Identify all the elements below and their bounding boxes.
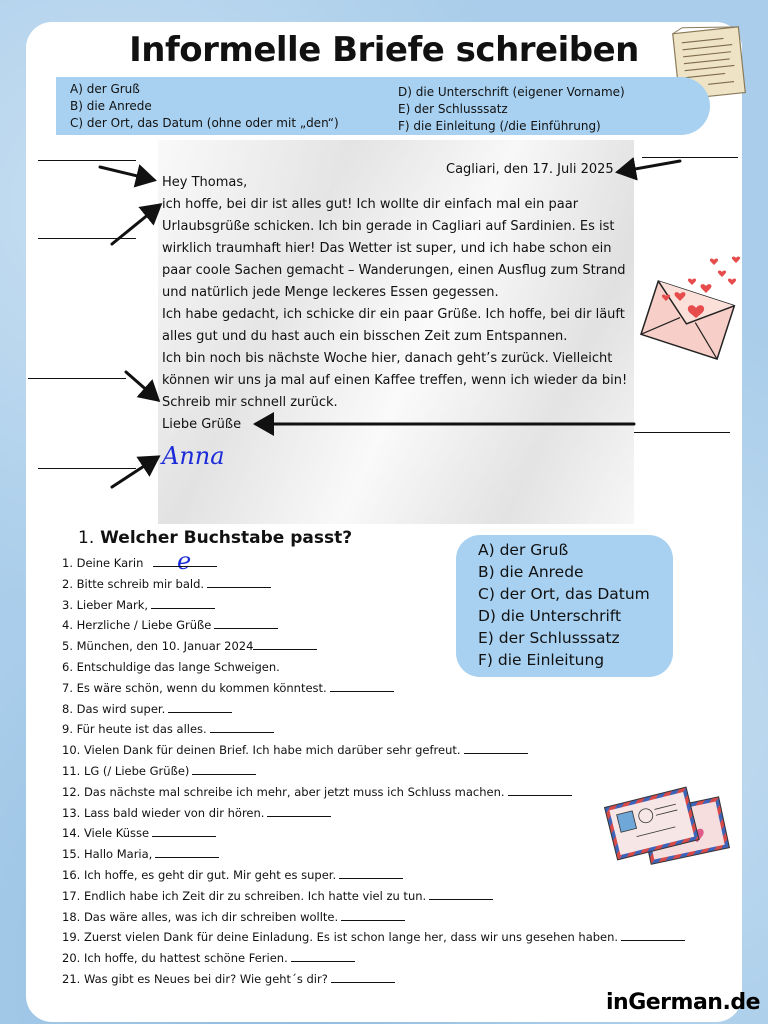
- answer-blank[interactable]: [291, 949, 355, 962]
- letter-date: Cagliari, den 17. Juli 2025: [446, 162, 614, 177]
- answer-blank[interactable]: [210, 720, 274, 733]
- legend-item: E) der Schlusssatz: [398, 102, 508, 116]
- exercise-item-text: 9. Für heute ist das alles.: [62, 722, 207, 737]
- answer-blank[interactable]: [151, 596, 215, 609]
- exercise-item-text: 12. Das nächste mal schreibe ich mehr, aber jetzt muss ich Schluss machen.: [62, 784, 505, 799]
- exercise-item-text: 5. München, den 10. Januar 2024: [62, 639, 254, 654]
- answer-blank[interactable]: [330, 679, 394, 692]
- arrow-to-greeting: [100, 167, 154, 180]
- exercise-item-text: 21. Was gibt es Neues bei dir? Wie geht´s dir?: [62, 971, 328, 986]
- legend-item: F) die Einleitung (/die Einführung): [398, 119, 601, 133]
- answer-blank[interactable]: [508, 783, 572, 796]
- exercise-item-text: 6. Entschuldige das lange Schweigen.: [62, 659, 280, 674]
- example-answer: e: [177, 547, 192, 575]
- exercise-item: [62, 886, 685, 907]
- exercise-heading-text: Welcher Buchstabe passt?: [100, 528, 353, 548]
- answer-blank[interactable]: [207, 575, 271, 588]
- exercise-item-text: 7. Es wäre schön, wenn du kommen könntest.: [62, 680, 327, 695]
- exercise-item-text: 19. Zuerst vielen Dank für deine Einladung. Es ist schon lange her, dass wir uns gesehen haben.: [62, 930, 619, 945]
- arrow-to-closing: [126, 372, 158, 400]
- answer-key-item: D) die Unterschrift: [478, 607, 622, 625]
- exercise-item-text: 20. Ich hoffe, du hattest schöne Ferien.: [62, 951, 288, 966]
- exercise-item-text: 13. Lass bald wieder von dir hören.: [62, 805, 265, 820]
- exercise-item: [62, 948, 685, 969]
- answer-blank[interactable]: [168, 700, 232, 713]
- exercise-item-text: 3. Lieber Mark,: [62, 597, 149, 612]
- exercise-item: [62, 761, 685, 782]
- exercise-heading-number: 1.: [78, 528, 95, 548]
- answer-key-item: F) die Einleitung: [478, 651, 605, 669]
- page-title: Informelle Briefe schreiben: [129, 30, 639, 70]
- arrow-to-date: [618, 161, 680, 172]
- letter-line: und natürlich jede Menge leckeres Essen gegessen.: [162, 285, 499, 300]
- letter-line: Liebe Grüße: [162, 417, 242, 432]
- exercise-item-text: 16. Ich hoffe, es geht dir gut. Mir geht es super.: [62, 867, 337, 882]
- exercise-item: [62, 907, 685, 928]
- letter-signature: Anna: [162, 442, 225, 470]
- exercise-item-text: 1. Deine Karin: [62, 556, 144, 570]
- legend-item: A) der Gruß: [70, 82, 140, 96]
- letter-line: Hey Thomas,: [162, 175, 248, 190]
- answer-blank[interactable]: [267, 804, 331, 817]
- love-envelope-icon: [636, 250, 752, 366]
- answer-key-item: A) der Gruß: [478, 541, 569, 559]
- answer-key-item: C) der Ort, das Datum: [478, 585, 650, 603]
- exercise-item: [62, 719, 685, 740]
- answer-blank[interactable]: [153, 554, 217, 567]
- letter-line: Ich habe gedacht, ich schicke dir ein paar Grüße. Ich hoffe, bei dir läuft: [162, 307, 625, 322]
- letter-line: können wir uns ja mal auf einen Kaffee treffen, wenn ich wieder da bin!: [162, 373, 628, 388]
- exercise-item-text: 14. Viele Küsse: [62, 826, 150, 841]
- letter-line: ich hoffe, bei dir ist alles gut! Ich wollte dir einfach mal ein paar: [162, 197, 579, 212]
- exercise-item-text: 2. Bitte schreib mir bald.: [62, 576, 205, 591]
- letter-line: Ich bin noch bis nächste Woche hier, danach geht’s zurück. Vielleicht: [162, 351, 613, 366]
- exercise-item: [62, 782, 685, 803]
- answer-blank[interactable]: [152, 824, 216, 837]
- airmail-envelopes-icon: [604, 780, 732, 876]
- exercise-item-text: 15. Hallo Maria,: [62, 847, 153, 862]
- exercise-item-text: 18. Das wäre alles, was ich dir schreiben wollte.: [62, 909, 339, 924]
- arrow-to-intro: [112, 205, 160, 244]
- answer-blank[interactable]: [464, 741, 528, 754]
- letter-line: Schreib mir schnell zurück.: [162, 395, 338, 410]
- legend-item: D) die Unterschrift (eigener Vorname): [398, 85, 625, 99]
- exercise-item-text: 10. Vielen Dank für deinen Brief. Ich habe mich darüber sehr gefreut.: [62, 743, 461, 758]
- exercise-item: [62, 740, 685, 761]
- answer-blank[interactable]: [341, 908, 405, 921]
- exercise-item: [62, 823, 685, 844]
- arrow-to-signature: [112, 457, 158, 487]
- letter-line: wirklich traumhaft hier! Das Wetter ist super, und ich habe schon ein: [162, 241, 612, 256]
- legend-item: C) der Ort, das Datum (ohne oder mit „den“): [70, 116, 339, 130]
- exercise-item: [62, 844, 685, 865]
- exercise-item: [62, 678, 685, 699]
- exercise-item: [62, 927, 685, 948]
- answer-key-list: [478, 539, 650, 671]
- exercise-item: [62, 803, 685, 824]
- letter-line: paar coole Sachen gemacht – Wanderungen, einen Ausflug zum Strand: [162, 263, 626, 278]
- exercise-heading: [78, 528, 352, 548]
- exercise-item: [62, 699, 685, 720]
- answer-blank[interactable]: [253, 637, 317, 650]
- exercise-item-text: 4. Herzliche / Liebe Grüße: [62, 618, 212, 633]
- letter-line: Urlaubsgrüße schicken. Ich bin gerade in Cagliari auf Sardinien. Es ist: [162, 219, 615, 234]
- answer-blank[interactable]: [192, 762, 256, 775]
- legend-item: B) die Anrede: [70, 99, 152, 113]
- answer-blank[interactable]: [331, 970, 395, 983]
- answer-key-item: B) die Anrede: [478, 563, 584, 581]
- answer-blank[interactable]: [155, 845, 219, 858]
- exercise-item-text: 8. Das wird super.: [62, 701, 166, 716]
- brand-logo: inGerman.de: [606, 990, 760, 1015]
- exercise-item-text: 17. Endlich habe ich Zeit dir zu schreiben. Ich hatte viel zu tun.: [62, 888, 427, 903]
- exercise-item-text: 11. LG (/ Liebe Grüße): [62, 763, 190, 778]
- exercise-item: [62, 969, 685, 990]
- answer-blank[interactable]: [429, 887, 493, 900]
- letter-line: alles gut und du hast auch ein bisschen Zeit zum Entspannen.: [162, 329, 568, 344]
- answer-blank[interactable]: [621, 928, 685, 941]
- answer-blank[interactable]: [339, 866, 403, 879]
- exercise-item: [62, 865, 685, 886]
- answer-blank[interactable]: [214, 616, 278, 629]
- answer-key-item: E) der Schlusssatz: [478, 629, 620, 647]
